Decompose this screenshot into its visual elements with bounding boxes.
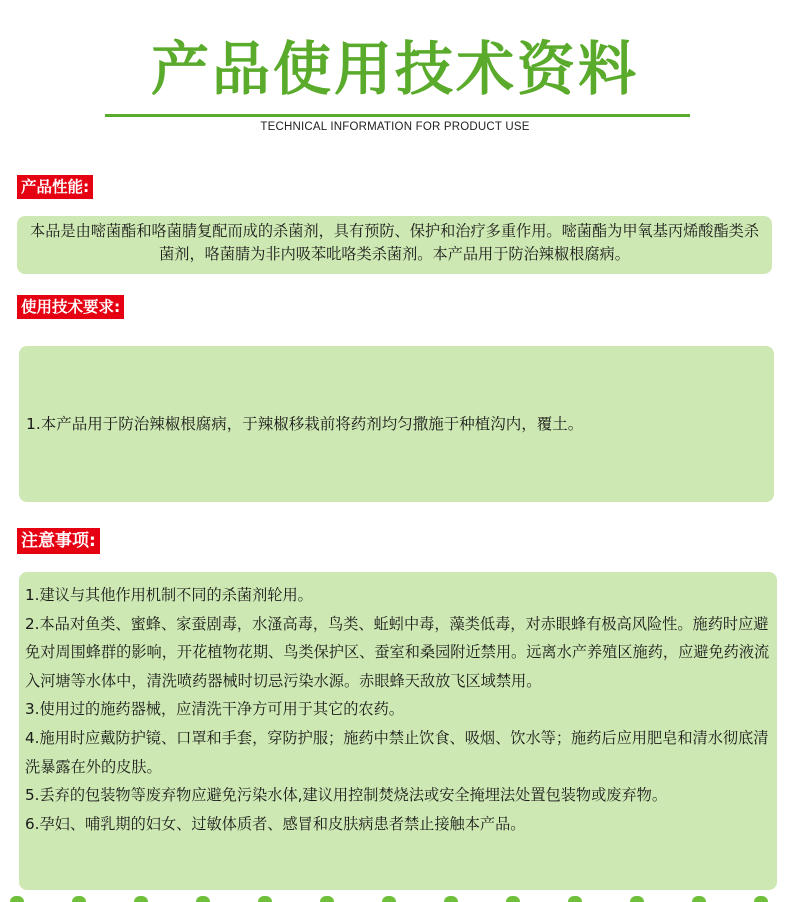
decor-dot xyxy=(506,896,520,902)
decor-dot xyxy=(10,896,24,902)
bottom-decoration xyxy=(0,896,790,902)
decor-dot xyxy=(444,896,458,902)
decor-dot xyxy=(692,896,706,902)
section-label-usage: 使用技术要求: xyxy=(17,295,124,319)
decor-dot xyxy=(196,896,210,902)
note-item: 2.本品对鱼类、蜜蜂、家蚕剧毒，水溞高毒，鸟类、蚯蚓中毒，藻类低毒，对赤眼蜂有极高风险性。施药时应避免对周围蜂群的影响，开花植物花期、鸟类保护区、蚕室和桑园附近禁用。远离水产养殖区施药，应避免药液流入河塘等水体中，清洗喷药器械时切忌污染水源。赤眼蜂天敌放飞区域禁用。 xyxy=(25,614,770,690)
note-item: 3.使用过的施药器械，应清洗干净方可用于其它的农药。 xyxy=(25,700,404,719)
usage-text: 1.本产品用于防治辣椒根腐病，于辣椒移栽前将药剂均匀撒施于种植沟内，覆土。 xyxy=(26,415,584,433)
note-item: 5.丢弃的包装物等废弃物应避免污染水体,建议用控制焚烧法或安全掩埋法处置包装物或废弃物。 xyxy=(25,786,668,805)
performance-panel xyxy=(17,216,772,274)
performance-text: 本品是由嘧菌酯和咯菌腈复配而成的杀菌剂，具有预防、保护和治疗多重作用。嘧菌酯为甲氧基丙烯酸酯类杀菌剂，咯菌腈为非内吸苯吡咯类杀菌剂。本产品用于防治辣椒根腐病。 xyxy=(30,222,759,263)
page-title: 产品使用技术资料 xyxy=(150,35,639,103)
decor-dot xyxy=(630,896,644,902)
decor-dot xyxy=(382,896,396,902)
decor-dot xyxy=(568,896,582,902)
title-divider xyxy=(105,114,690,117)
section-label-performance: 产品性能: xyxy=(17,175,93,199)
note-item: 4.施用时应戴防护镜、口罩和手套，穿防护服；施药中禁止饮食、吸烟、饮水等；施药后应用肥皂和清水彻底清洗暴露在外的皮肤。 xyxy=(25,728,769,776)
decor-dot xyxy=(72,896,86,902)
decor-dot xyxy=(320,896,334,902)
section-label-notes: 注意事项: xyxy=(17,528,100,554)
note-item: 1.建议与其他作用机制不同的杀菌剂轮用。 xyxy=(25,586,313,604)
usage-panel xyxy=(19,346,774,502)
decor-dot xyxy=(754,896,768,902)
decor-dot xyxy=(134,896,148,902)
notes-panel xyxy=(19,572,777,890)
page-subtitle: TECHNICAL INFORMATION FOR PRODUCT USE xyxy=(260,121,530,133)
note-item: 6.孕妇、哺乳期的妇女、过敏体质者、感冒和皮肤病患者禁止接触本产品。 xyxy=(25,814,526,833)
decor-dot xyxy=(258,896,272,902)
